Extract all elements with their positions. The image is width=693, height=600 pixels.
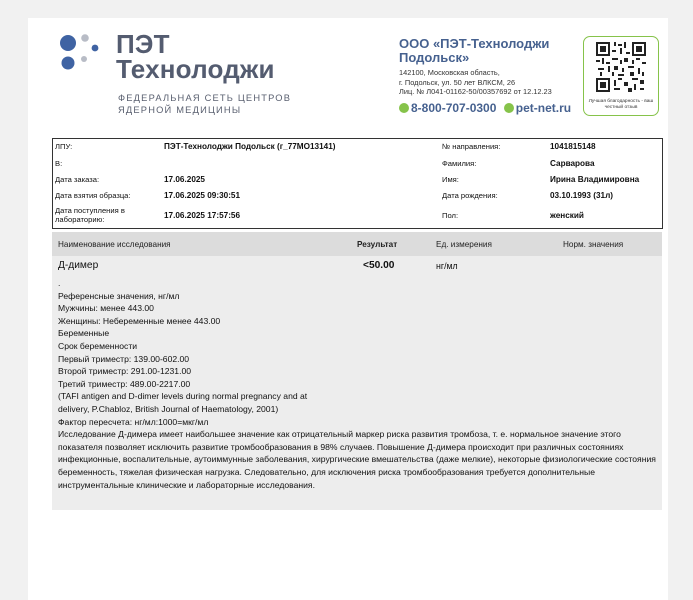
info-row	[53, 175, 662, 187]
globe-icon	[504, 103, 514, 113]
surname-label: Фамилия:	[442, 159, 477, 168]
company-address	[399, 68, 609, 97]
referral-value: 1041815148	[550, 142, 596, 151]
received-value: 17.06.2025 17:57:56	[164, 211, 241, 220]
brand-subtitle-line1: ФЕДЕРАЛЬНАЯ СЕТЬ ЦЕНТРОВ	[118, 93, 292, 103]
note-line: Мужчины: менее 443.00	[58, 303, 154, 314]
note-line: Первый триместр: 139.00-602.00	[58, 353, 190, 364]
order-date-label: Дата заказа:	[55, 175, 100, 184]
brand-name	[116, 29, 275, 84]
lpu-label: ЛПУ:	[55, 142, 73, 151]
note-line: Срок беременности	[58, 340, 138, 351]
row-result: <50.00	[363, 260, 395, 271]
name-value: Ирина Владимировна	[550, 175, 640, 184]
company-contacts	[399, 101, 571, 115]
qr-code-block[interactable]	[583, 36, 659, 116]
note-line: delivery, P.Chabloz, British Journal of Haematology, 2001)	[58, 403, 279, 414]
order-date-value: 17.06.2025	[164, 175, 205, 184]
note-line: .	[58, 278, 61, 288]
received-label: Дата поступления в лабораторию:	[55, 206, 125, 224]
note-line: Референсные значения, нг/мл	[58, 290, 180, 301]
info-row	[53, 191, 662, 203]
note-line: Фактор пересчета: нг/мл:1000=мкг/мл	[58, 416, 209, 427]
company-phone[interactable]: 8-800-707-0300	[411, 101, 497, 115]
brand-name-line1: ПЭТ	[116, 29, 170, 59]
surname-value: Сарварова	[550, 159, 595, 168]
note-paragraph: Исследование Д-димера имеет наибольшее значение как отрицательный маркер риска развития тромбоза, т. е. нормальное значение этого показателя позволяет исключить развитие тромбообразования в 98% случаев. Повышение Д-димера происходит при различных состояниях инфекционные, воспалительные, аутоиммунные заболевания, хирургические вмешательства (даже мелкие), некоторые физиологические состояния беременность, тяжелая физическая нагрузка. Следовательно, для исключения риска тромбообразования требуется дополнительные инструментальные клинические и лабораторные исследования.	[58, 429, 656, 490]
header-unit: Ед. измерения	[436, 240, 492, 249]
sex-label: Пол:	[442, 211, 459, 220]
header-test: Наименование исследования	[58, 240, 171, 249]
patient-info-table	[52, 138, 663, 229]
sample-date-label: Дата взятия образца:	[55, 191, 131, 200]
birth-label: Дата рождения:	[442, 191, 498, 200]
address-line3: Лиц. № Л041-01162-50/00357692 от 12.12.23	[399, 87, 552, 96]
birth-value: 03.10.1993 (31л)	[550, 191, 614, 200]
row-test: Д-димер	[58, 260, 99, 271]
note-line: Женщины: Небеременные менее 443.00	[58, 315, 221, 326]
address-line1: 142100, Московская область,	[399, 68, 500, 77]
brand-subtitle	[118, 92, 291, 116]
company-website[interactable]: pet-net.ru	[515, 101, 572, 115]
address-line2: г. Подольск, ул. 50 лет ВЛКСМ, 26	[399, 77, 516, 87]
lpu-value: ПЭТ-Технолоджи Подольск (г_77МО13141)	[164, 142, 336, 151]
results-header	[52, 232, 662, 256]
qr-code-icon	[596, 42, 646, 92]
referral-label: № направления:	[442, 142, 501, 151]
brand-name-line2: Технолоджи	[116, 54, 275, 84]
note-line: (TAFI antigen and D-dimer levels during normal pregnancy and at	[58, 391, 308, 402]
info-row	[53, 206, 662, 226]
results-table	[52, 232, 662, 510]
phone-icon	[399, 103, 409, 113]
v-label: В:	[55, 159, 63, 168]
note-line: Беременные	[58, 328, 110, 339]
info-row	[53, 142, 662, 154]
brand-logo-icon	[59, 32, 109, 76]
report-page	[28, 18, 668, 600]
qr-caption: Лучшая благодарность - ваш честный отзыв	[588, 99, 654, 110]
note-line: Второй триместр: 291.00-1231.00	[58, 366, 192, 377]
sample-date-value: 17.06.2025 09:30:51	[164, 191, 241, 200]
company-name: ООО «ПЭТ-Технолоджи Подольск»	[399, 36, 550, 65]
sex-value: женский	[550, 211, 584, 220]
row-unit: нг/мл	[436, 261, 458, 271]
header-norm: Норм. значения	[563, 240, 624, 249]
reference-notes	[58, 277, 658, 491]
name-label: Имя:	[442, 175, 459, 184]
table-row	[52, 256, 662, 274]
header-result: Результат	[357, 240, 398, 249]
note-line: Третий триместр: 489.00-2217.00	[58, 378, 191, 389]
info-row	[53, 159, 662, 171]
brand-subtitle-line2: ЯДЕРНОЙ МЕДИЦИНЫ	[118, 105, 242, 115]
